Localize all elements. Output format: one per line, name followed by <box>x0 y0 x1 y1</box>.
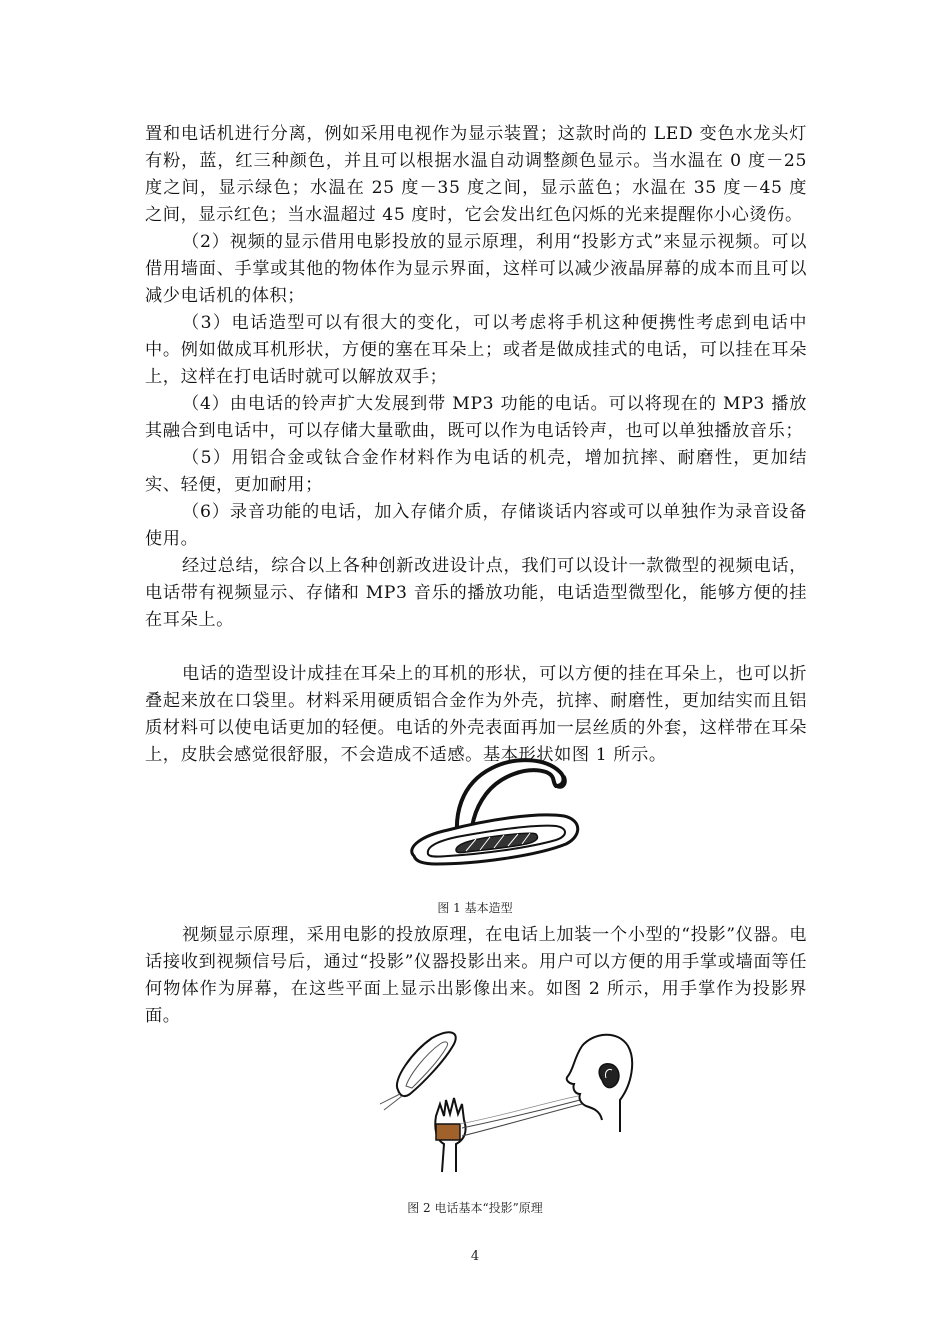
paragraph-led-faucet: 置和电话机进行分离，例如采用电视作为显示装置；这款时尚的 LED 变色水龙头灯有粉，蓝，红三种颜色，并且可以根据水温自动调整颜色显示。当水温在 0 度－25 度之间，显示绿色；水温在 25 度－35 度之间，显示蓝色；水温在 35 度－45 度之间，显示红色；当水温超过 45 度时，它会发出红色闪烁的光来提醒你小心烫伤。 <box>145 124 807 225</box>
paragraph-point-3: （3）电话造型可以有很大的变化，可以考虑将手机这种便携性考虑到电话中中。例如做成耳机形状，方便的塞在耳朵上；或者是做成挂式的电话，可以挂在耳朵上，这样在打电话时就可以解放双手； <box>145 313 807 387</box>
paragraph-point-4: （4）由电话的铃声扩大发展到带 MP3 功能的电话。可以将现在的 MP3 播放其融合到电话中，可以存储大量歌曲，既可以作为电话铃声，也可以单独播放音乐； <box>145 394 807 441</box>
blank-line <box>145 634 807 661</box>
figure-2-projection-sketch <box>370 1024 634 1180</box>
paragraph-point-6: （6）录音功能的电话，加入存储介质，存储谈话内容或可以单独作为录音设备使用。 <box>145 502 807 549</box>
figure-2-caption: 图 2 电话基本“投影”原理 <box>407 1201 543 1215</box>
paragraph-summary: 经过总结，综合以上各种创新改进设计点，我们可以设计一款微型的视频电话，电话带有视频显示、存储和 MP3 音乐的播放功能，电话造型微型化，能够方便的挂在耳朵上。 <box>145 556 807 630</box>
paragraph-shape-design: 电话的造型设计成挂在耳朵上的耳机的形状，可以方便的挂在耳朵上，也可以折叠起来放在口袋里。材料采用硬质铝合金作为外壳，抗摔、耐磨性，更加结实而且铝质材料可以使电话更加的轻便。电话的外壳表面再加一层丝质的外套，这样带在耳朵上，皮肤会感觉很舒服，不会造成不适感。基本形状如图 1 所示。 <box>145 664 807 765</box>
page-number: 4 <box>470 1249 480 1264</box>
earpiece-drawing <box>396 746 592 872</box>
paragraph-point-5: （5）用铝合金或钛合金作材料作为电话的机壳，增加抗摔、耐磨性，更加结实、轻便，更加耐用； <box>145 448 807 495</box>
projection-drawing <box>370 1024 634 1180</box>
text-section-projection <box>145 922 807 1030</box>
paragraph-point-2: （2）视频的显示借用电影投放的显示原理，利用“投影方式”来显示视频。可以借用墙面、手掌或其他的物体作为显示界面，这样可以减少液晶屏幕的成本而且可以减少电话机的体积； <box>145 232 807 306</box>
paragraph-projection: 视频显示原理，采用电影的投放原理，在电话上加装一个小型的“投影”仪器。电话接收到视频信号后，通过“投影”仪器投影出来。用户可以方便的用手掌或墙面等任何物体作为屏幕，在这些平面上显示出影像出来。如图 2 所示，用手掌作为投影界面。 <box>145 925 807 1026</box>
text-section-top <box>145 121 807 769</box>
figure-1-caption: 图 1 基本造型 <box>437 901 513 915</box>
figure-1-earpiece-sketch <box>396 746 592 872</box>
